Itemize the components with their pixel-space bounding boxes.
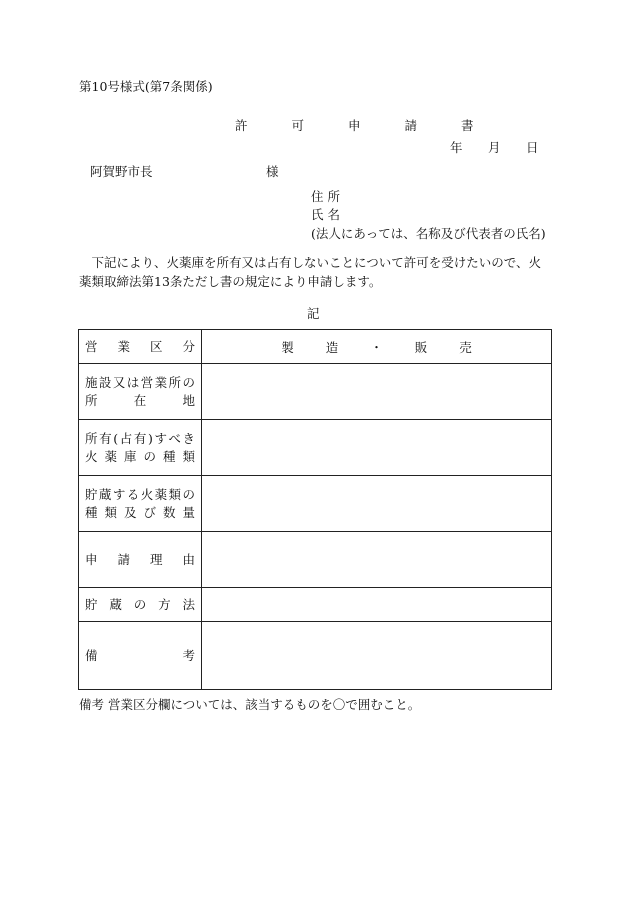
label-char: の [133, 596, 147, 612]
addressee [90, 164, 279, 179]
category-char: ・ [370, 339, 383, 355]
date-day-label: 日 [526, 140, 539, 155]
table-row [79, 622, 552, 690]
label-line: 施設又は営業所の [85, 374, 195, 390]
label-char: 区 [149, 338, 163, 354]
label-char: 方 [158, 596, 171, 612]
storage-method-label [79, 588, 202, 622]
label-char: 蔵 [109, 596, 122, 612]
category-char: 販 [414, 339, 428, 355]
label-char: 由 [182, 551, 195, 567]
label-char: 業 [117, 338, 130, 354]
label-line: 貯蔵する火薬類の [85, 486, 195, 502]
category-char: 製 [281, 339, 294, 355]
magazine-type-field[interactable] [202, 420, 552, 476]
body-text: 下記により、火薬庫を所有又は占有しないことについて許可を受けたいので、火薬類取締法第13条ただし書の規定により申請します。 [79, 255, 542, 289]
table-row [79, 420, 552, 476]
table-row [79, 364, 552, 420]
title-char: 許 [235, 118, 268, 133]
label-line: 種類及び数量 [85, 504, 195, 520]
ki-heading: 記 [307, 306, 320, 321]
date-line [450, 142, 539, 155]
facility-location-label [79, 364, 202, 420]
facility-location-field[interactable] [202, 364, 552, 420]
table-row [79, 532, 552, 588]
addressee-honorific: 様 [266, 164, 279, 179]
label-char: 備 [85, 647, 98, 663]
date-year-label: 年 [450, 140, 463, 155]
document-title [235, 120, 494, 133]
applicant-corp-note: (法人にあっては、名称及び代表者の氏名) [311, 226, 546, 241]
category-char: 売 [459, 339, 472, 355]
label-char: 理 [149, 551, 163, 567]
title-char: 書 [461, 118, 494, 133]
label-char: 地 [182, 392, 195, 408]
table-row [79, 588, 552, 622]
table-row [79, 330, 552, 364]
business-category-label [79, 330, 202, 364]
applicant-name-label: 氏 名 [311, 207, 340, 222]
application-table [78, 329, 552, 690]
title-char: 申 [348, 118, 381, 133]
addressee-name: 阿賀野市長 [90, 164, 153, 179]
title-char: 請 [404, 118, 438, 133]
application-reason-field[interactable] [202, 532, 552, 588]
label-line: 火薬庫の種類 [85, 448, 195, 464]
applicant-address-label: 住 所 [311, 189, 340, 204]
label-char: 在 [133, 392, 147, 408]
label-line: 所有(占有)すべき [85, 430, 195, 446]
stored-explosives-field[interactable] [202, 476, 552, 532]
label-char: 貯 [85, 596, 98, 612]
label-char: 考 [182, 647, 195, 663]
date-month-label: 月 [488, 140, 501, 155]
remarks-field[interactable] [202, 622, 552, 690]
form-number: 第10号様式(第7条関係) [79, 79, 213, 94]
storage-method-field[interactable] [202, 588, 552, 622]
footer-note: 備考 営業区分欄については、該当するものを〇で囲むこと。 [79, 697, 421, 712]
label-char: 所 [85, 392, 98, 408]
magazine-type-label [79, 420, 202, 476]
label-char: 営 [85, 338, 98, 354]
label-char: 分 [182, 338, 195, 354]
label-char: 請 [117, 551, 130, 567]
category-char: 造 [325, 339, 339, 355]
table-row [79, 476, 552, 532]
business-category-value[interactable] [202, 330, 552, 364]
title-char: 可 [291, 118, 325, 133]
label-char: 申 [85, 551, 98, 567]
stored-explosives-label [79, 476, 202, 532]
label-char: 法 [182, 596, 195, 612]
remarks-label [79, 622, 202, 690]
application-reason-label [79, 532, 202, 588]
